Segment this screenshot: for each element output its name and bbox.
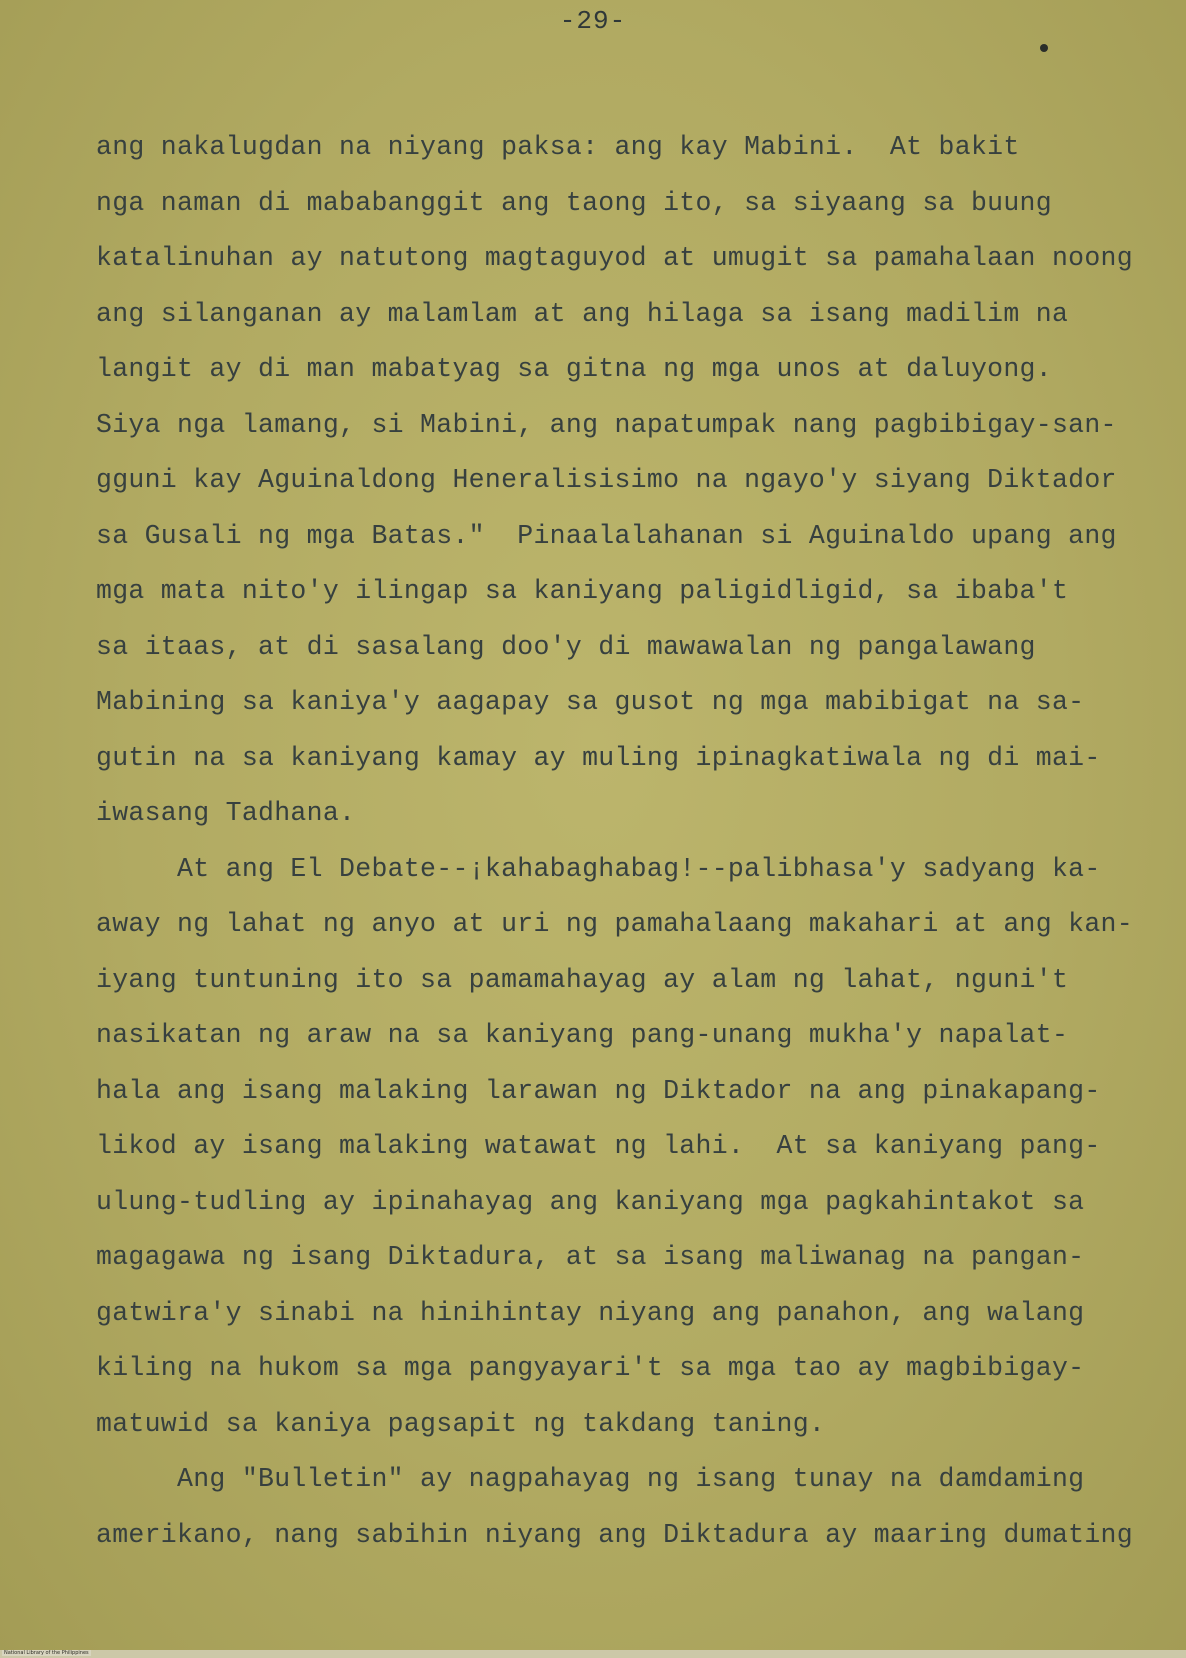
text-line: iwasang Tadhana. [96, 798, 356, 828]
text-line: matuwid sa kaniya pagsapit ng takdang taning. [96, 1408, 826, 1439]
text-line: hala ang isang malaking larawan ng Diktador na ang pinakapang- [96, 1075, 1101, 1106]
text-line: likod ay isang malaking watawat ng lahi. At sa kaniyang pang- [96, 1131, 1101, 1161]
text-line: sa itaas, at di sasalang doo'y di mawawalan ng pangalawang [96, 631, 1036, 662]
text-line: ang nakalugdan na niyang paksa: ang kay Mabini. At bakit [96, 132, 1020, 162]
text-line: nga naman di mababanggit ang taong ito, sa siyaang sa buung [96, 187, 1052, 218]
text-line: sa Gusali ng mga Batas." Pinaalalahanan si Aguinaldo upang ang [96, 520, 1117, 551]
text-line: ang silanganan ay malamlam at ang hilaga sa isang madilim na [96, 298, 1069, 329]
text-line: iyang tuntuning ito sa pamamahayag ay alam ng lahat, nguni't [96, 964, 1069, 995]
text-line: amerikano, nang sabihin niyang ang Diktadura ay maaring dumating [96, 1519, 1133, 1550]
text-line: kiling na hukom sa mga pangyayari't sa mga tao ay magbibigay- [96, 1353, 1085, 1383]
ink-spot [1040, 44, 1048, 52]
text-line: mga mata nito'y ilingap sa kaniyang paligidligid, sa ibaba't [96, 576, 1069, 606]
scan-credit: National Library of the Philippines [4, 1650, 89, 1656]
text-line: gutin na sa kaniyang kamay ay muling ipinagkatiwala ng di mai- [96, 742, 1101, 773]
text-line: Mabining sa kaniya'y aagapay sa gusot ng mga mabibigat na sa- [96, 687, 1085, 717]
page-number: -29- [559, 6, 627, 36]
text-line: magagawa ng isang Diktadura, at sa isang maliwanag na pangan- [96, 1242, 1085, 1272]
text-line: ulung-tudling ay ipinahayag ang kaniyang mga pagkahintakot sa [96, 1186, 1085, 1217]
text-line: gguni kay Aguinaldong Heneralisisimo na ngayo'y siyang Diktador [96, 465, 1117, 495]
text-line: away ng lahat ng anyo at uri ng pamahalaang makahari at ang kan- [96, 909, 1133, 939]
text-line: katalinuhan ay natutong magtaguyod at umugit sa pamahalaan noong [96, 243, 1133, 273]
scan-margin [0, 1650, 1186, 1658]
text-line: langit ay di man mabatyag sa gitna ng mga unos at daluyong. [96, 354, 1052, 384]
text-line: Ang "Bulletin" ay nagpahayag ng isang tunay na damdaming [96, 1464, 1085, 1494]
text-line: nasikatan ng araw na sa kaniyang pang-unang mukha'y napalat- [96, 1020, 1069, 1050]
text-line: Siya nga lamang, si Mabini, ang napatumpak nang pagbibigay-san- [96, 409, 1117, 440]
body-text [96, 120, 1136, 1563]
text-line: gatwira'y sinabi na hinihintay niyang ang panahon, ang walang [96, 1297, 1085, 1328]
text-line: At ang El Debate--¡kahabaghabag!--palibhasa'y sadyang ka- [96, 853, 1101, 884]
